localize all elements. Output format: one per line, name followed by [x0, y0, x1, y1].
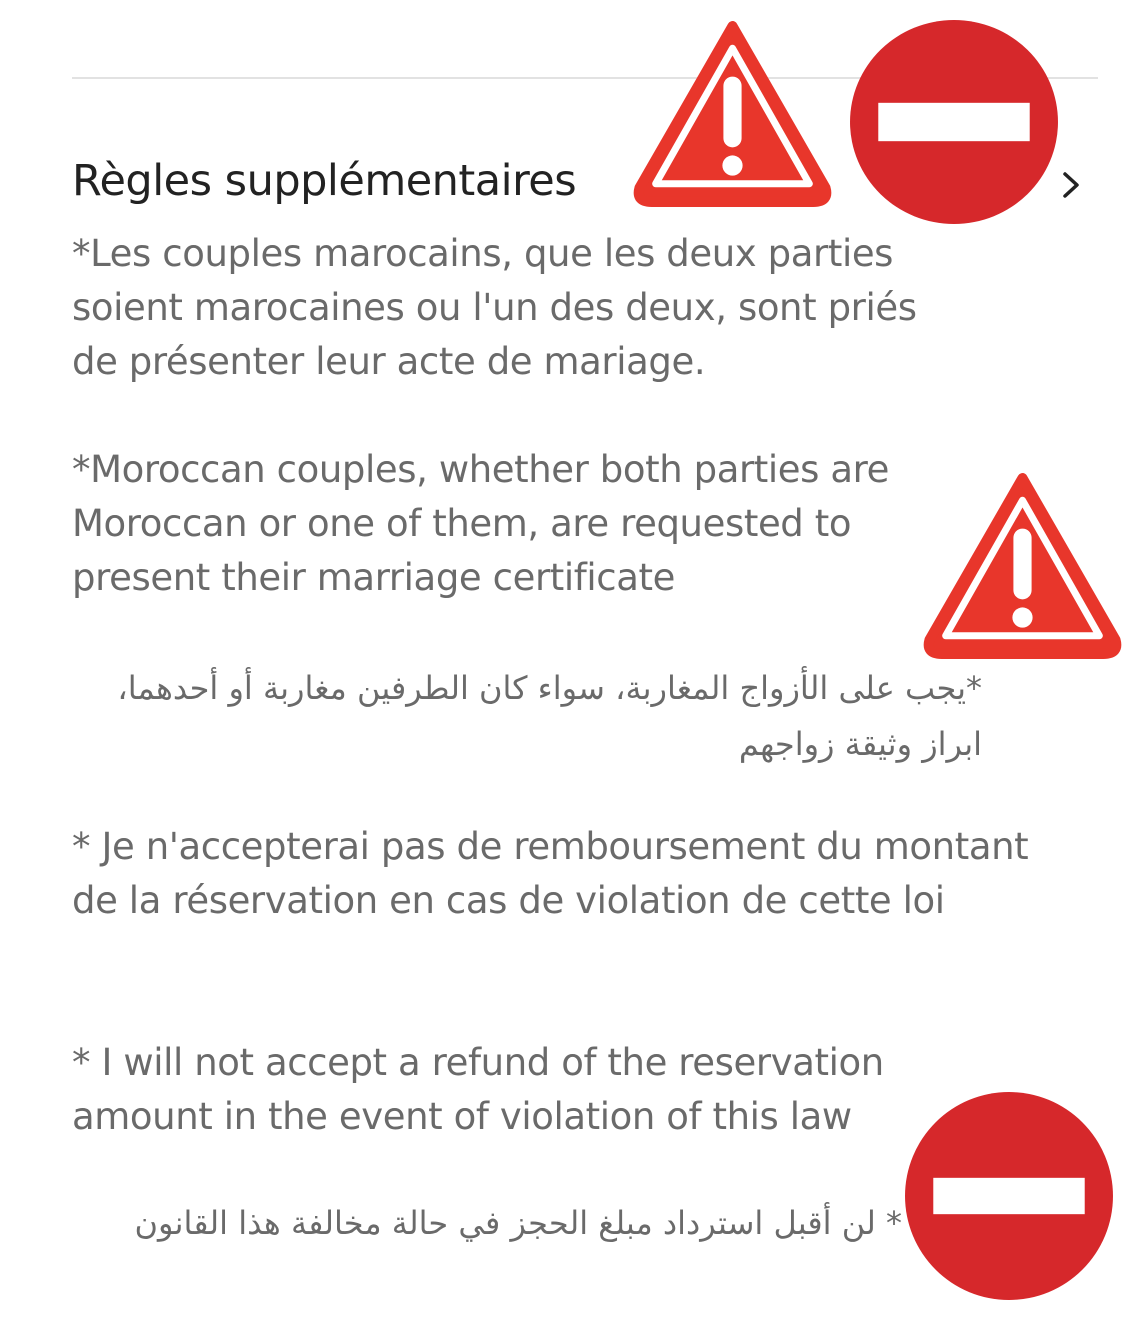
no-entry-icon [903, 1090, 1115, 1302]
warning-triangle-icon [630, 18, 835, 210]
rule-paragraph-fr-refund: * Je n'accepterai pas de remboursement du montant de la réservation en cas de violation de cette loi [72, 825, 1029, 922]
warning-triangle-icon [920, 470, 1125, 662]
no-entry-icon [848, 18, 1060, 226]
section-title: Règles supplémentaires [72, 156, 577, 206]
rule-paragraph-en-couples: *Moroccan couples, whether both parties are Moroccan or one of them, are requested to present their marriage certificate [72, 448, 890, 599]
rule-paragraph-fr-couples: *Les couples marocains, que les deux parties soient marocaines ou l'un des deux, sont priés de présenter leur acte de mariage. [72, 232, 917, 383]
rule-paragraph-ar-couples: *يجب على الأزواج المغاربة، سواء كان الطرفين مغاربة أو أحدهما، ابراز وثيقة زواجهم [117, 669, 982, 763]
chevron-right-icon[interactable] [1056, 170, 1086, 200]
rule-paragraph-ar-refund: * لن أقبل استرداد مبلغ الحجز في حالة مخالفة هذا القانون [134, 1204, 902, 1242]
rule-paragraph-en-refund: * I will not accept a refund of the reservation amount in the event of violation of this law [72, 1041, 884, 1138]
